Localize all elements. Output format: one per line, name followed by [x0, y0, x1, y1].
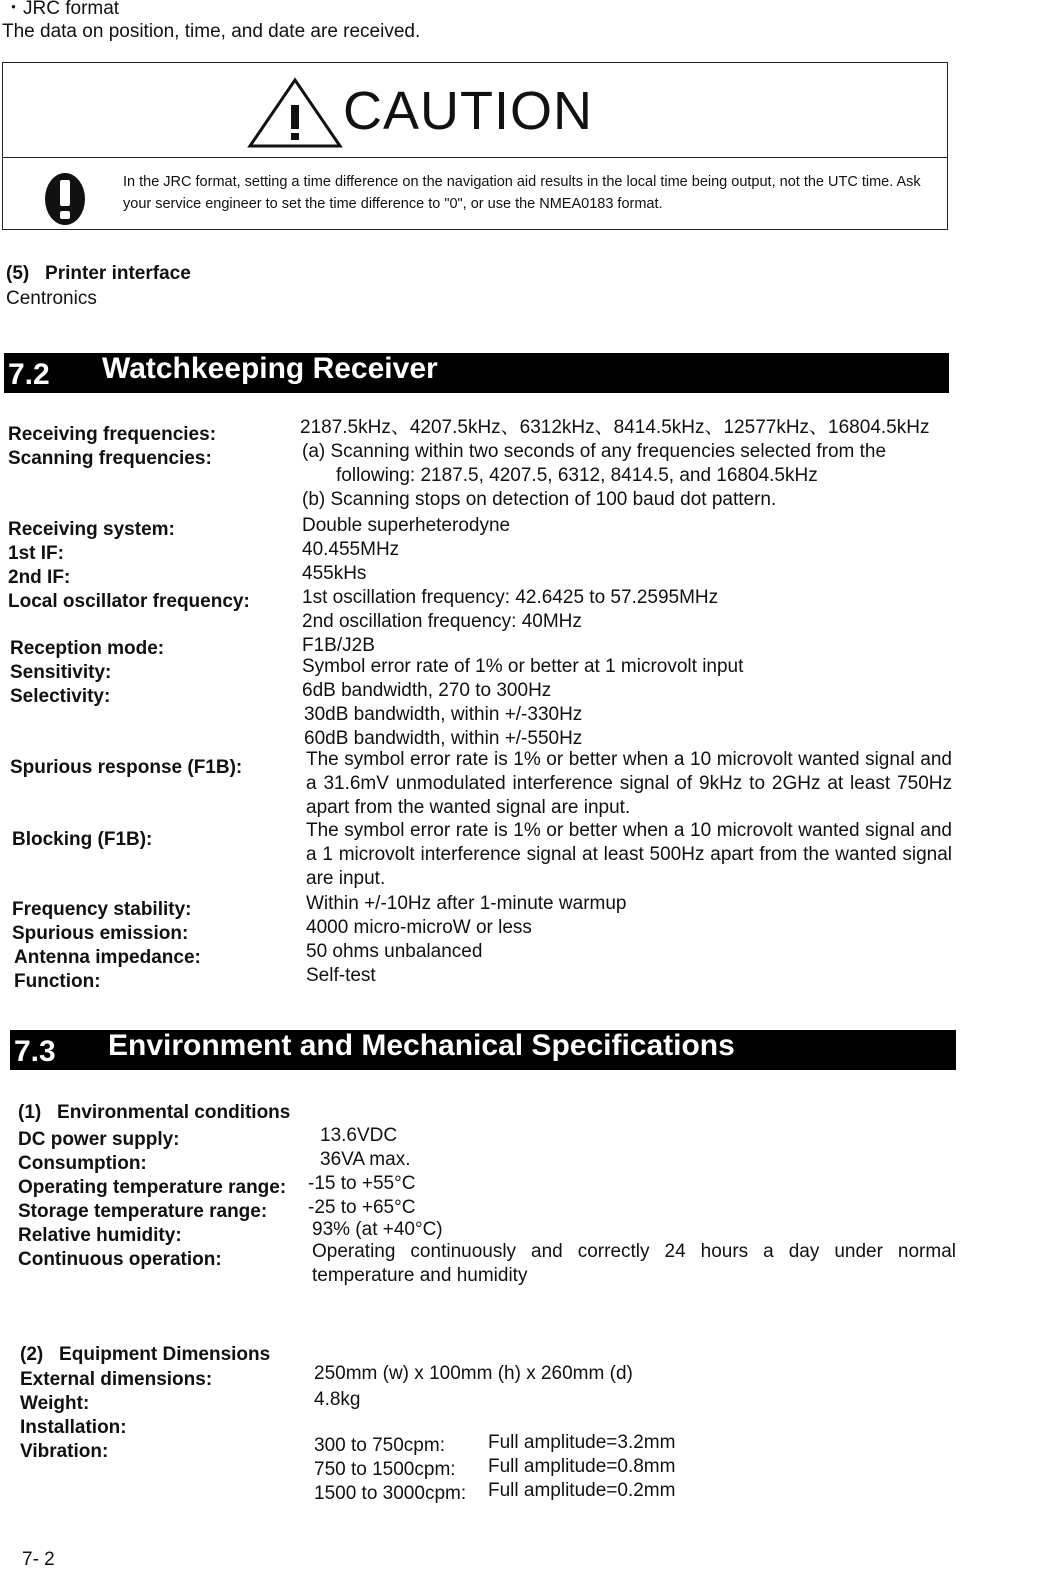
jrc-format-heading [4, 0, 119, 21]
section-number: 7.3 [14, 1035, 56, 1068]
vibration-amplitude: Full amplitude=0.8mm [488, 1456, 676, 1477]
spec-label: Selectivity: [10, 686, 111, 707]
spec-value: 40.455MHz [302, 539, 400, 560]
spec-label: Scanning frequencies: [8, 448, 212, 469]
spec-label: Spurious emission: [12, 923, 189, 944]
spec-label: Spurious response (F1B): [10, 757, 243, 778]
spec-value: 4.8kg [314, 1389, 361, 1410]
section-title: Watchkeeping Receiver [102, 352, 438, 385]
spec-value: 6dB bandwidth, 270 to 300Hz [302, 680, 552, 701]
spec-value: 93% (at +40°C) [312, 1219, 443, 1240]
caution-box [2, 62, 948, 230]
spec-label: Receiving system: [8, 519, 175, 540]
spec-label: External dimensions: [20, 1369, 213, 1390]
spec-value: 4000 micro-microW or less [306, 917, 532, 938]
spec-value: Within +/-10Hz after 1-minute warmup [306, 893, 627, 914]
spec-label: Function: [14, 971, 101, 992]
spec-label: Blocking (F1B): [12, 829, 153, 850]
spec-label: 2nd IF: [8, 567, 71, 588]
vibration-range: 750 to 1500cpm: [314, 1459, 456, 1480]
spec-value: following: 2187.5, 4207.5, 6312, 8414.5, and 16804.5kHz [336, 465, 818, 486]
spec-value: Double superheterodyne [302, 515, 511, 536]
spec-value: (b) Scanning stops on detection of 100 baud dot pattern. [302, 489, 777, 510]
spec-value: Symbol error rate of 1% or better at 1 microvolt input [302, 656, 744, 677]
spec-value: Operating continuously and correctly 24 hours a day under normal temperature and humidity [312, 1241, 956, 1286]
page-number: 7- 2 [22, 1549, 55, 1570]
spec-label: Antenna impedance: [14, 947, 201, 968]
spec-value: 60dB bandwidth, within +/-550Hz [304, 728, 583, 749]
spec-label: Reception mode: [10, 638, 165, 659]
caution-title: CAUTION [343, 81, 593, 141]
jrc-format-label: JRC format [23, 0, 120, 19]
equipment-dimensions-heading: (2) Equipment Dimensions [20, 1344, 271, 1365]
spec-label: Consumption: [18, 1153, 147, 1174]
spec-value: The symbol error rate is 1% or better when a 10 microvolt wanted signal and a 1 microvolt interference signal at least 500Hz apart from the wanted signal are input. [306, 820, 952, 889]
spec-label: Receiving frequencies: [8, 424, 217, 445]
vibration-amplitude: Full amplitude=3.2mm [488, 1432, 676, 1453]
spec-value: 13.6VDC [320, 1125, 398, 1146]
warning-triangle-icon [247, 77, 343, 149]
spec-label: Continuous operation: [18, 1249, 222, 1270]
spec-label: Weight: [20, 1393, 90, 1414]
spec-label: 1st IF: [8, 543, 64, 564]
spec-value: -25 to +65°C [308, 1197, 416, 1218]
spec-value: Self-test [306, 965, 376, 986]
section-7-3-header [10, 1030, 956, 1070]
intro-text: The data on position, time, and date are received. [2, 21, 421, 42]
spec-value: 250mm (w) x 100mm (h) x 260mm (d) [314, 1363, 633, 1384]
spec-label: Frequency stability: [12, 899, 192, 920]
spec-value: 30dB bandwidth, within +/-330Hz [304, 704, 583, 725]
spec-label: Storage temperature range: [18, 1201, 268, 1222]
spec-label: Relative humidity: [18, 1225, 182, 1246]
spec-value: F1B/J2B [302, 635, 375, 656]
spec-label: Vibration: [20, 1441, 109, 1462]
spec-value: 36VA max. [320, 1149, 411, 1170]
vibration-range: 1500 to 3000cpm: [314, 1483, 467, 1504]
spec-value: The symbol error rate is 1% or better when a 10 microvolt wanted signal and a 31.6mV unmodulated interference signal of 9kHz to 2GHz at least 750Hz apart from the wanted signal are input. [306, 749, 952, 818]
spec-value: -15 to +55°C [308, 1173, 416, 1194]
spec-value: 50 ohms unbalanced [306, 941, 483, 962]
spec-label: Local oscillator frequency: [8, 591, 250, 612]
printer-value: Centronics [6, 288, 97, 309]
env-conditions-heading: (1) Environmental conditions [18, 1102, 291, 1123]
section-title: Environment and Mechanical Specifications [108, 1029, 735, 1062]
section-number: 7.2 [8, 358, 50, 391]
vibration-amplitude: Full amplitude=0.2mm [488, 1480, 676, 1501]
exclamation-circle-icon [37, 171, 93, 227]
spec-value: 1st oscillation frequency: 42.6425 to 57.2595MHz [302, 587, 719, 608]
section-7-2-header [4, 353, 949, 393]
spec-value: (a) Scanning within two seconds of any frequencies selected from the [302, 441, 887, 462]
printer-heading: (5) Printer interface [6, 263, 191, 284]
caution-header [3, 63, 947, 158]
spec-label: Installation: [20, 1417, 127, 1438]
spec-label: DC power supply: [18, 1129, 180, 1150]
bullet: ・ [4, 0, 24, 19]
spec-value: 455kHs [302, 563, 367, 584]
vibration-range: 300 to 750cpm: [314, 1435, 445, 1456]
spec-label: Operating temperature range: [18, 1177, 287, 1198]
caution-text: In the JRC format, setting a time difference on the navigation aid results in the local time being output, not the UTC time. Ask your service engineer to set the time difference to "0", or use the NMEA0183 format. [123, 174, 921, 212]
spec-value: 2nd oscillation frequency: 40MHz [302, 611, 582, 632]
spec-value: 2187.5kHz、4207.5kHz、6312kHz、8414.5kHz、12577kHz、16804.5kHz [300, 417, 930, 438]
spec-label: Sensitivity: [10, 662, 112, 683]
